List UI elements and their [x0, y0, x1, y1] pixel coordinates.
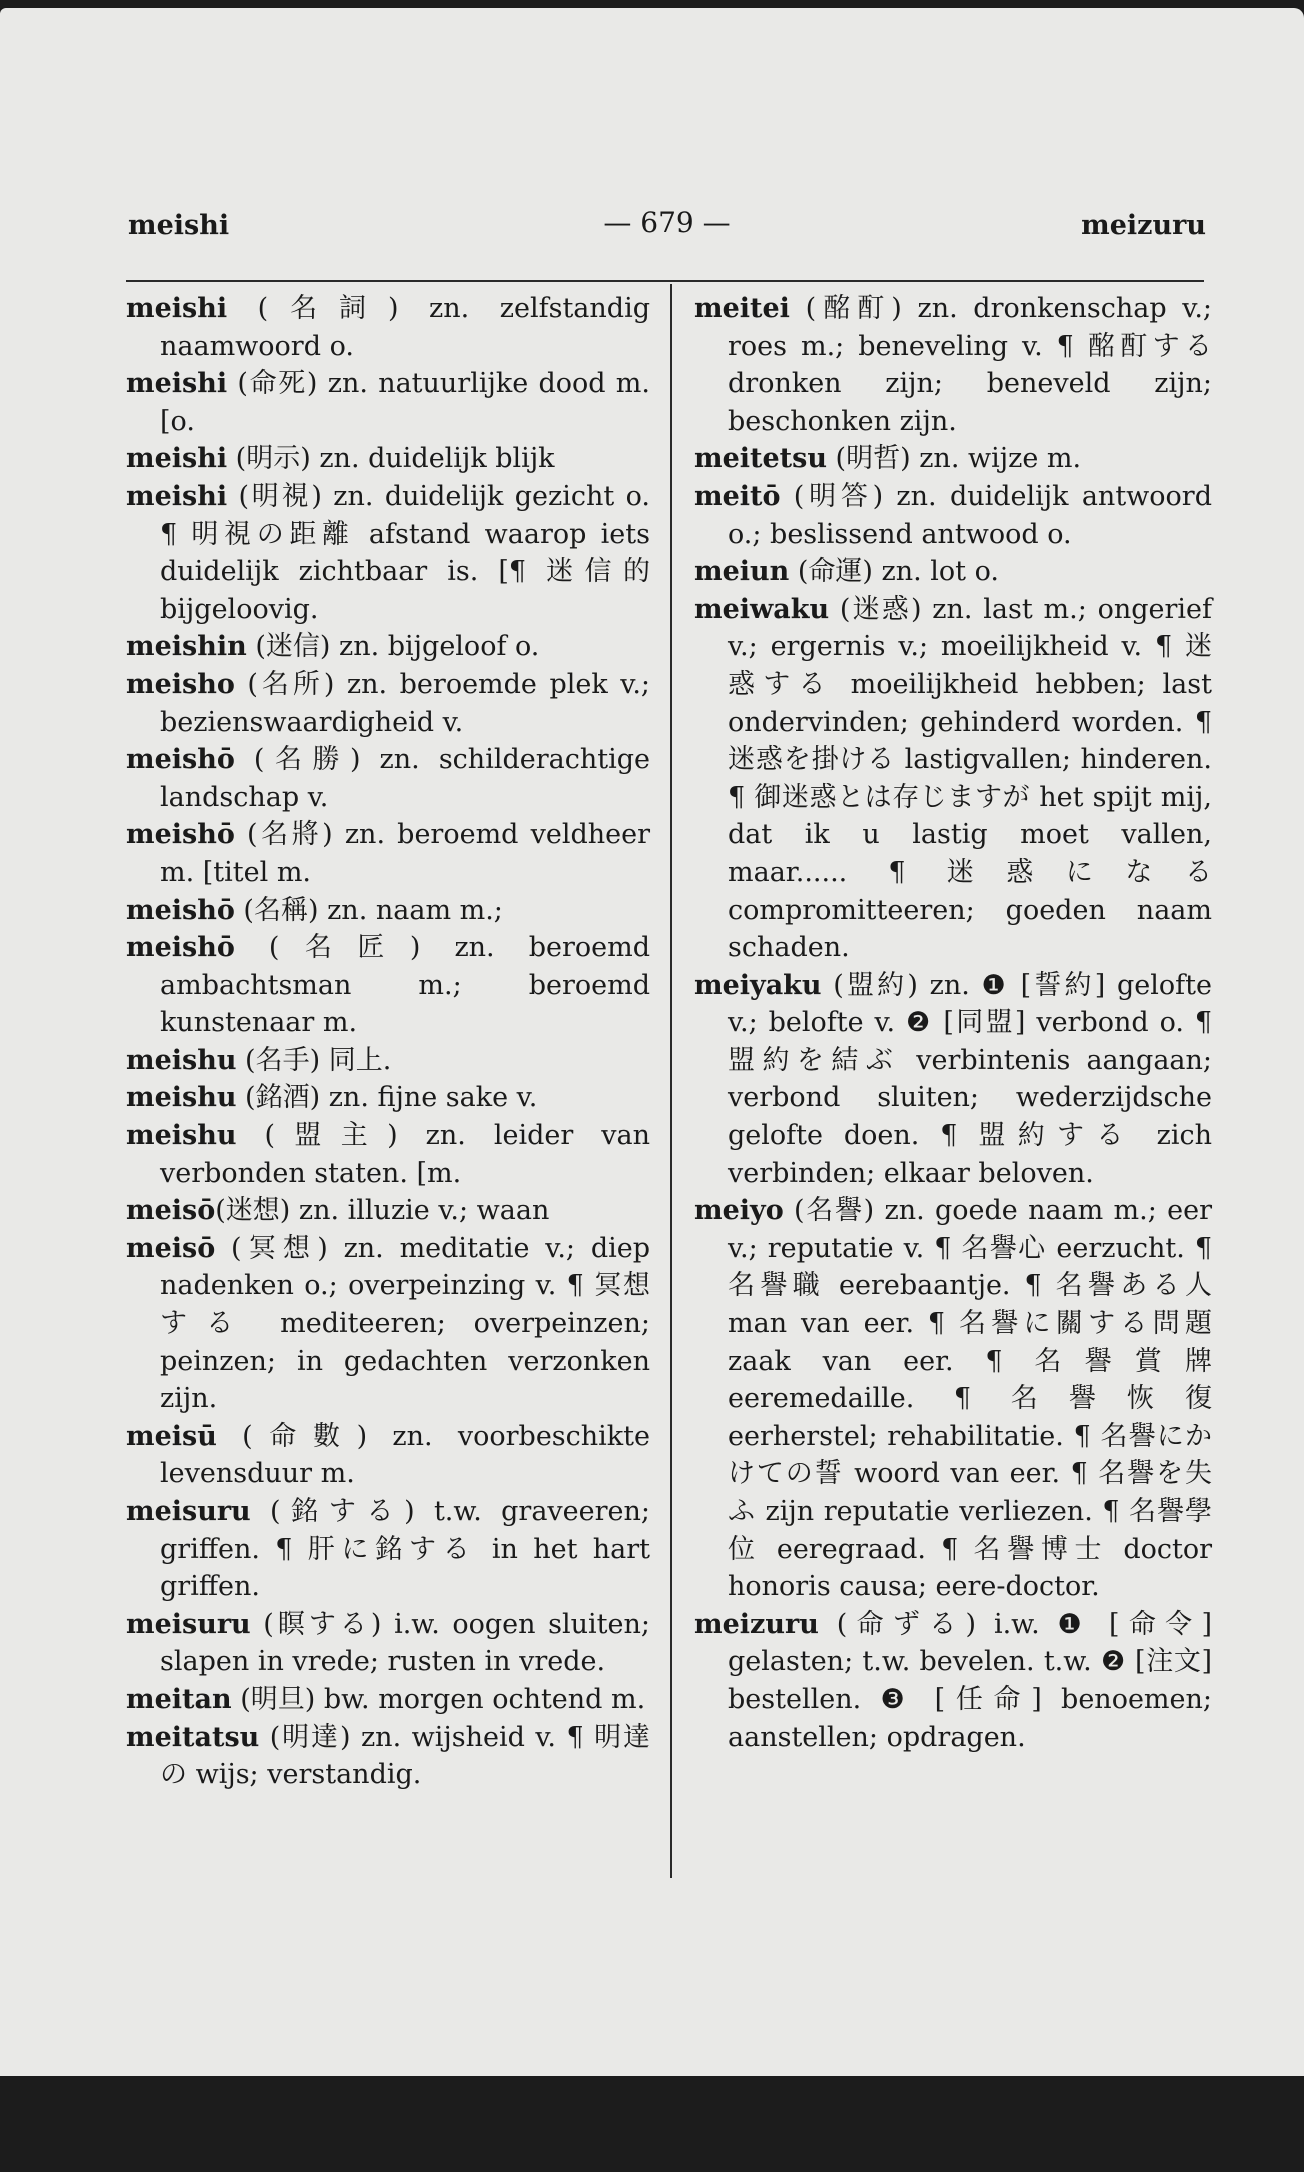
- column-divider: [670, 284, 672, 1878]
- headword: meishō: [126, 894, 235, 926]
- definition: (名將) zn. beroemd veldheer m. [titel m.: [160, 819, 650, 888]
- definition: (迷想) zn. illuzie v.; waan: [215, 1195, 550, 1227]
- definition: (明答) zn. duidelijk antwoord o.; beslissend antwood o.: [728, 480, 1212, 550]
- dictionary-entry: [126, 1418, 650, 1493]
- page-number: — 679 —: [603, 206, 731, 239]
- dictionary-entry: [126, 1681, 650, 1719]
- definition: (命死) zn. natuurlijke dood m. [o.: [160, 368, 650, 437]
- dictionary-entry: [126, 478, 650, 628]
- dictionary-entry: [126, 929, 650, 1042]
- definition: (迷惑) zn. last m.; ongerief v.; ergernis v.; moeilijkheid v. ¶ 迷惑する moeilijkheid hebben; last ondervinden; gehinderd worden. ¶ 迷惑を掛ける lastigvallen; hinderen. ¶ 御迷惑とは存じますが het spijt mij, dat ik u lastig moet vallen, maar...... ¶ 迷惑になる compromitteeren; goeden naam schaden.: [728, 593, 1212, 964]
- headword: meitetsu: [694, 443, 827, 475]
- dictionary-entry: [694, 478, 1212, 553]
- headword: meishu: [126, 1082, 237, 1114]
- dictionary-entry: [126, 1606, 650, 1681]
- dictionary-entry: [126, 1079, 650, 1117]
- dictionary-entry: [126, 1230, 650, 1418]
- definition: (盟約) zn. ❶ [誓約] gelofte v.; belofte v. ❷ [同盟] verbond o. ¶ 盟約を結ぶ verbintenis aangaan; verbond sluiten; wederzijdsche gelofte doen. ¶ 盟約する zich verbinden; elkaar beloven.: [728, 969, 1212, 1189]
- definition: (酩酊) zn. dronkenschap v.; roes m.; beneveling v. ¶ 酩酊する dronken zijn; beneveld zijn; beschonken zijn.: [728, 293, 1212, 437]
- dictionary-entry: [126, 1719, 650, 1794]
- headword: meishi: [126, 443, 228, 475]
- dictionary-entry: [694, 591, 1212, 967]
- headword: meisō: [126, 1232, 216, 1264]
- dictionary-entry: [694, 553, 1212, 591]
- dictionary-entry: [126, 628, 650, 666]
- dictionary-entry: [126, 741, 650, 816]
- headword: meitan: [126, 1683, 232, 1715]
- definition: (冥想) zn. meditatie v.; diep nadenken o.; overpeinzing v. ¶ 冥想する mediteeren; overpeinzen; peinzen; in gedachten verzonken zijn.: [160, 1232, 650, 1415]
- definition: (命運) zn. lot o.: [789, 556, 999, 588]
- definition: (迷信) zn. bijgeloof o.: [246, 631, 540, 663]
- headword: meishu: [126, 1120, 237, 1152]
- left-column: [126, 290, 650, 1794]
- dictionary-entry: [126, 1192, 650, 1230]
- dictionary-entry: [126, 892, 650, 930]
- headword: meishin: [126, 631, 247, 663]
- definition: (盟主) zn. leider van verbonden staten. [m.: [160, 1120, 650, 1189]
- header-rule: [126, 280, 1204, 282]
- headword: meiwaku: [694, 593, 830, 625]
- headword: meitei: [694, 293, 790, 324]
- headword: meizuru: [694, 1608, 819, 1640]
- headword: meisuru: [126, 1496, 251, 1527]
- definition: (命數) zn. voorbeschikte levensduur m.: [160, 1420, 650, 1490]
- headword: meiun: [694, 556, 790, 588]
- headword: meitō: [694, 480, 781, 512]
- headword: meisō: [126, 1195, 216, 1227]
- definition: (名所) zn. beroemde plek v.; bezienswaardigheid v.: [160, 668, 650, 738]
- definition: (瞑する) i.w. oogen sluiten; slapen in vrede; rusten in vrede.: [160, 1608, 650, 1678]
- definition: (名手) 同上.: [236, 1044, 392, 1076]
- dictionary-entry: [694, 1192, 1212, 1606]
- headword: meishō: [126, 819, 235, 851]
- definition: (明視) zn. duidelijk gezicht o. ¶ 明視の距離 afstand waarop iets duidelijk zichtbaar is. [¶ 迷信的 bijgeloovig.: [160, 480, 650, 625]
- dictionary-entry: [126, 440, 650, 478]
- headword: meisuru: [126, 1608, 251, 1640]
- definition: (明示) zn. duidelijk blijk: [227, 443, 555, 475]
- headword: meishu: [126, 1044, 237, 1076]
- dictionary-entry: [694, 967, 1212, 1193]
- headword: meiyaku: [694, 969, 822, 1001]
- page-header: [128, 206, 1206, 250]
- definition: (名勝) zn. schilderachtige landschap v.: [160, 744, 650, 813]
- headword: meishi: [126, 293, 228, 324]
- definition: (銘酒) zn. fijne sake v.: [236, 1082, 538, 1114]
- headword: meishō: [126, 932, 235, 964]
- definition: (名詞) zn. zelfstandig naamwoord o.: [160, 293, 650, 362]
- definition: (明旦) bw. morgen ochtend m.: [231, 1683, 646, 1715]
- dictionary-entry: [126, 1042, 650, 1080]
- headword: meiyo: [694, 1195, 784, 1227]
- dictionary-entry: [126, 365, 650, 440]
- dictionary-entry: [126, 1493, 650, 1606]
- definition: (銘する) t.w. graveeren; griffen. ¶ 肝に銘する in het hart griffen.: [160, 1496, 650, 1603]
- definition: (明哲) zn. wijze m.: [826, 443, 1082, 475]
- definition: (名稱) zn. naam m.;: [234, 894, 503, 926]
- dictionary-page: [0, 8, 1304, 2076]
- definition: (名譽) zn. goede naam m.; eer v.; reputatie v. ¶ 名譽心 eerzucht. ¶ 名譽職 eerebaantje. ¶ 名譽ある人 man van eer. ¶ 名譽に關する問題 zaak van eer. ¶ 名譽賞牌 eeremedaille. ¶ 名譽恢復 eerherstel; rehabilitatie. ¶ 名譽にかけての誓 woord van eer. ¶ 名譽を失ふ zijn reputatie verliezen. ¶ 名譽學位 eeregraad. ¶ 名譽博士 doctor honoris causa; eere-doctor.: [728, 1195, 1212, 1603]
- dictionary-entry: [694, 440, 1212, 478]
- right-guide-word: meizuru: [1081, 210, 1206, 241]
- definition: (名匠) zn. beroemd ambachtsman m.; beroemd kunstenaar m.: [160, 932, 650, 1039]
- definition: (明達) zn. wijsheid v. ¶ 明達の wijs; verstandig.: [160, 1721, 650, 1791]
- dictionary-entry: [126, 1117, 650, 1192]
- dictionary-entry: [694, 1606, 1212, 1756]
- headword: meisho: [126, 668, 235, 700]
- headword: meishi: [126, 368, 228, 400]
- definition: (命ずる) i.w. ❶ [命令] gelasten; t.w. bevelen. t.w. ❷ [注文] bestellen. ❸ [任命] benoemen; aanstellen; opdragen.: [728, 1608, 1212, 1753]
- headword: meishi: [126, 480, 228, 512]
- dictionary-entry: [126, 290, 650, 365]
- headword: meishō: [126, 744, 235, 776]
- headword: meitatsu: [126, 1721, 260, 1753]
- dictionary-entry: [126, 666, 650, 741]
- right-column: [694, 290, 1212, 1756]
- dictionary-entry: [694, 290, 1212, 440]
- dictionary-entry: [126, 816, 650, 891]
- left-guide-word: meishi: [128, 210, 230, 241]
- headword: meisū: [126, 1420, 217, 1452]
